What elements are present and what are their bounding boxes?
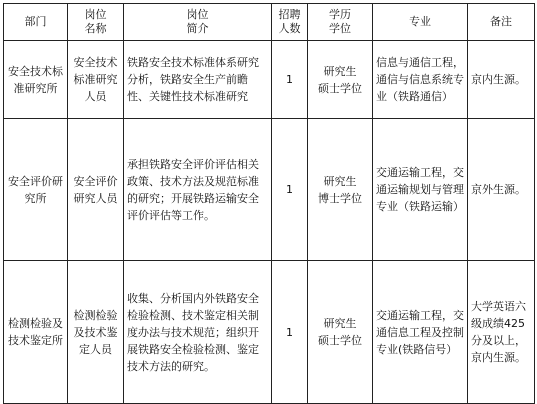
- cell-position-name: 安全评价研究人员: [68, 119, 124, 261]
- cell-major: 交通运输工程，交通信息工程及控制专业(铁路信号）: [373, 261, 468, 404]
- cell-degree: 研究生 博士学位: [308, 119, 373, 261]
- cell-position-intro: 收集、分析国内外铁路安全检验检测、技术鉴定相关制度办法与技术规范；组织开展铁路安全检验检测、鉴定技术方法的研究。: [124, 261, 272, 404]
- cell-headcount: 1: [272, 261, 308, 404]
- table-row: [4, 119, 535, 261]
- table-header-row: [4, 4, 535, 41]
- cell-major: 交通运输工程，交通运输规划与管理专业（铁路运输）: [373, 119, 468, 261]
- header-position-name: 岗位 名称: [68, 4, 124, 41]
- cell-remark: 大学英语六级成绩425分及以上，京内生源。: [468, 261, 535, 404]
- header-remark: 备注: [468, 4, 535, 41]
- cell-remark: 京内生源。: [468, 41, 535, 119]
- table-row: [4, 261, 535, 404]
- recruitment-table: [3, 3, 535, 404]
- cell-department: 检测检验及技术鉴定所: [4, 261, 68, 404]
- cell-headcount: 1: [272, 119, 308, 261]
- cell-degree: 研究生 硕士学位: [308, 261, 373, 404]
- cell-position-intro: 承担铁路安全评价评估相关政策、技术方法及规范标准的研究；开展铁路运输安全评价评估等工作。: [124, 119, 272, 261]
- cell-position-name: 检测检验及技术鉴定人员: [68, 261, 124, 404]
- cell-major: 信息与通信工程，通信与信息系统专业（铁路通信）: [373, 41, 468, 119]
- header-degree: 学历 学位: [308, 4, 373, 41]
- cell-degree: 研究生 硕士学位: [308, 41, 373, 119]
- header-headcount: 招聘 人数: [272, 4, 308, 41]
- cell-headcount: 1: [272, 41, 308, 119]
- header-major: 专业: [373, 4, 468, 41]
- cell-position-intro: 铁路安全技术标准体系研究分析，铁路安全生产前瞻性、关键性技术标准研究: [124, 41, 272, 119]
- header-position-intro: 岗位 简介: [124, 4, 272, 41]
- cell-department: 安全评价研究所: [4, 119, 68, 261]
- table-row: [4, 41, 535, 119]
- cell-remark: 京外生源。: [468, 119, 535, 261]
- cell-department: 安全技术标准研究所: [4, 41, 68, 119]
- cell-position-name: 安全技术标准研究人员: [68, 41, 124, 119]
- header-department: 部门: [4, 4, 68, 41]
